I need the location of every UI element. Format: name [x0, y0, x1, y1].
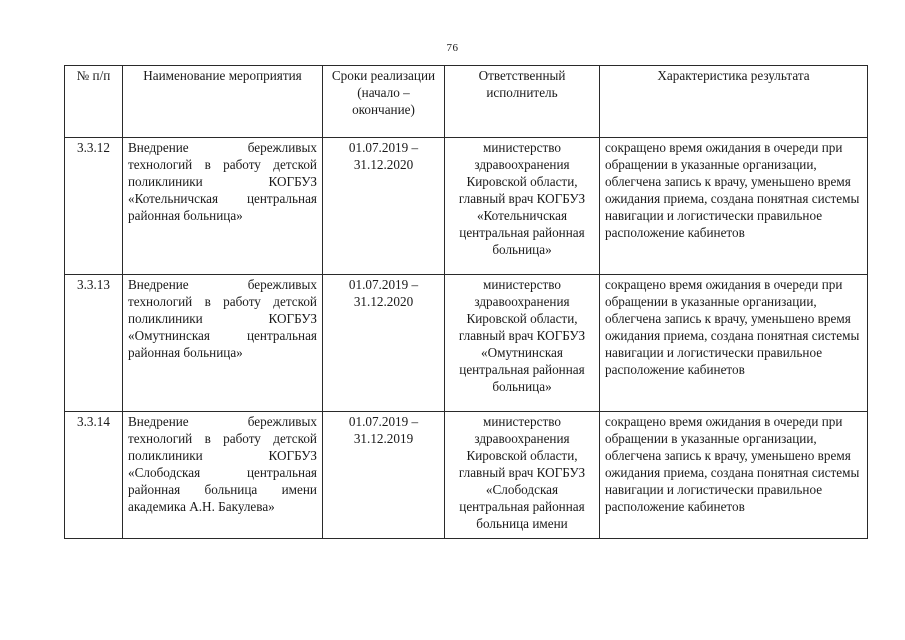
header-result-description: Характеристика результата [600, 66, 868, 138]
measure-name: Внедрение бережливых технологий в работу детской поликлиники КОГБУЗ «Слободская центральная районная больница имени академика А.Н. Бакулева» [123, 412, 323, 539]
term-end: 31.12.2020 [353, 294, 414, 309]
result-description: сокращено время ожидания в очереди при обращении в указанные организации, облегчена запись к врачу, уменьшено время ожидания приема, создана понятная системы навигации и логистически правильное расположение кабинетов [600, 275, 868, 412]
table-row [65, 412, 868, 539]
row-number: 3.3.13 [65, 275, 123, 412]
table-header-row [65, 66, 868, 138]
page-number: 76 [446, 42, 459, 54]
measure-name: Внедрение бережливых технологий в работу детской поликлиники КОГБУЗ «Омутнинская центральная районная больница» [123, 275, 323, 412]
result-description: сокращено время ожидания в очереди при обращении в указанные организации, облегчена запись к врачу, уменьшено время ожидания приема, создана понятная системы навигации и логистически правильное расположение кабинетов [600, 138, 868, 275]
table-row [65, 138, 868, 275]
term-end: 31.12.2019 [353, 431, 414, 446]
term-end: 31.12.2020 [353, 157, 414, 172]
row-number: 3.3.14 [65, 412, 123, 539]
row-number: 3.3.12 [65, 138, 123, 275]
measure-name: Внедрение бережливых технологий в работу детской поликлиники КОГБУЗ «Котельничская центральная районная больница» [123, 138, 323, 275]
header-measure-name: Наименование мероприятия [123, 66, 323, 138]
header-responsible-executor: Ответственный исполнитель [445, 66, 600, 138]
term-start: 01.07.2019 – [348, 414, 419, 429]
header-number: № п/п [65, 66, 123, 138]
responsible-executor: министерство здравоохранения Кировской области, главный врач КОГБУЗ «Омутнинская центральная районная больница» [445, 275, 600, 412]
header-implementation-term: Сроки реализации (начало – окончание) [323, 66, 445, 138]
responsible-executor: министерство здравоохранения Кировской области, главный врач КОГБУЗ «Котельничская центральная районная больница» [445, 138, 600, 275]
responsible-executor: министерство здравоохранения Кировской области, главный врач КОГБУЗ «Слободская центральная районная больница имени [445, 412, 600, 539]
implementation-term [323, 412, 445, 539]
table-row [65, 275, 868, 412]
result-description: сокращено время ожидания в очереди при обращении в указанные организации, облегчена запись к врачу, уменьшено время ожидания приема, создана понятная системы навигации и логистически правильное расположение кабинетов [600, 412, 868, 539]
implementation-term [323, 138, 445, 275]
term-start: 01.07.2019 – [348, 277, 419, 292]
implementation-term [323, 275, 445, 412]
measures-table [64, 65, 868, 539]
term-start: 01.07.2019 – [348, 140, 419, 155]
